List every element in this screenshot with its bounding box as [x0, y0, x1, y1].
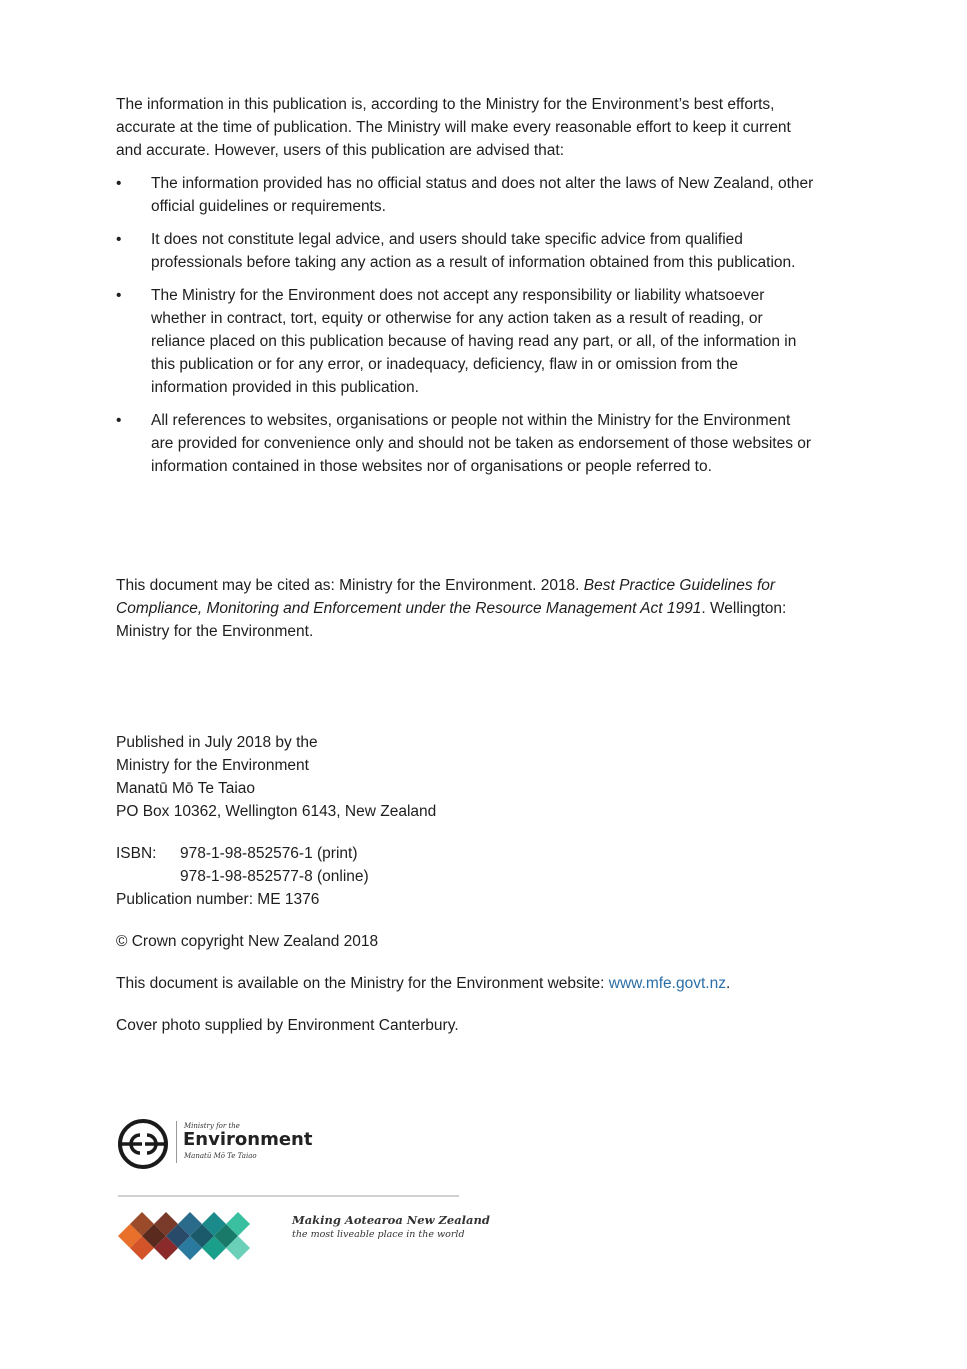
isbn-online: 978-1-98-852577-8 (online) — [180, 868, 369, 885]
cover-photo-credit: Cover photo supplied by Environment Canterbury. — [116, 1017, 459, 1034]
list-item — [116, 409, 816, 478]
publisher-line: PO Box 10362, Wellington 6143, New Zealand — [116, 803, 437, 820]
isbn-label: ISBN: — [116, 845, 157, 862]
list-item — [116, 284, 816, 399]
publisher-line: Manatū Mō Te Taiao — [116, 780, 256, 797]
isbn-block — [116, 842, 816, 911]
publisher-line: Published in July 2018 by the — [116, 734, 318, 751]
list-item — [116, 172, 816, 218]
logo-divider — [176, 1121, 177, 1163]
list-item-text: The information provided has no official status and does not alter the laws of New Zealand, other official guidelines or requirements. — [151, 175, 814, 215]
availability-end: . — [725, 975, 731, 992]
copyright-line: © Crown copyright New Zealand 2018 — [116, 933, 379, 950]
logo-name: Environment — [183, 1129, 313, 1150]
intro-paragraph: The information in this publication is, according to the Ministry for the Environment’s best efforts, accurate at the time of publication. The Ministry will make every reasonable effort to keep it current and accurate. However, users of this publication are advised that: — [116, 96, 791, 159]
isbn-row — [116, 842, 816, 865]
logo-divider-rule — [118, 1195, 459, 1197]
tagline — [292, 1213, 490, 1241]
logo-area — [116, 1113, 490, 1263]
isbn-print: 978-1-98-852576-1 (print) — [180, 845, 358, 862]
list-item-text: The Ministry for the Environment does not accept any responsibility or liability whatsoever whether in contract, tort, equity or otherwise for any action taken as a result of reading, or reliance placed on this publication because of having read any part, or all, of the information in this publication or for any error, or inadequacy, deficiency, flaw in or omission from the information provided in this publication. — [151, 287, 797, 396]
tagline-line-1: Making Aotearoa New Zealand — [292, 1213, 490, 1227]
list-item-text: All references to websites, organisations or people not within the Ministry for the Environment are provided for convenience only and should not be taken as endorsement of those websites or information contained in those websites nor of organisations or people referred to. — [151, 412, 812, 475]
citation-prefix: This document may be cited as: Ministry for the Environment. 2018. — [116, 577, 584, 594]
tagline-line-2: the most liveable place in the world — [292, 1229, 465, 1240]
logo-bottom-line: Manatū Mō Te Taiao — [184, 1152, 257, 1160]
bullet-icon: • — [116, 287, 122, 304]
availability-line — [116, 972, 816, 995]
document-body — [116, 93, 816, 1037]
bullet-icon: • — [116, 231, 122, 248]
citation-suffix: . Wellington: Ministry for the Environment. — [116, 600, 787, 640]
mfe-emblem-icon — [116, 1117, 170, 1171]
diamond-pattern-icon — [116, 1211, 256, 1261]
publication-number: Publication number: ME 1376 — [116, 891, 320, 908]
logo-top-line: Ministry for the — [184, 1122, 240, 1130]
publisher-line: Ministry for the Environment — [116, 757, 309, 774]
availability-text: This document is available on the Ministry for the Environment website: — [116, 975, 609, 992]
bullet-icon: • — [116, 175, 122, 192]
citation-title: Best Practice Guidelines for Compliance, Monitoring and Enforcement under the Resource Management Act 1991 — [116, 577, 776, 617]
list-item-text: It does not constitute legal advice, and users should take specific advice from qualified professionals before taking any action as a result of information obtained from this publication. — [151, 231, 796, 271]
list-item — [116, 228, 816, 274]
mfe-logo — [116, 1113, 316, 1173]
citation-paragraph — [116, 574, 816, 643]
bullet-icon: • — [116, 412, 122, 429]
website-link[interactable]: www.mfe.govt.nz — [608, 975, 726, 992]
publisher-block — [116, 731, 816, 823]
disclaimer-list — [116, 172, 816, 478]
